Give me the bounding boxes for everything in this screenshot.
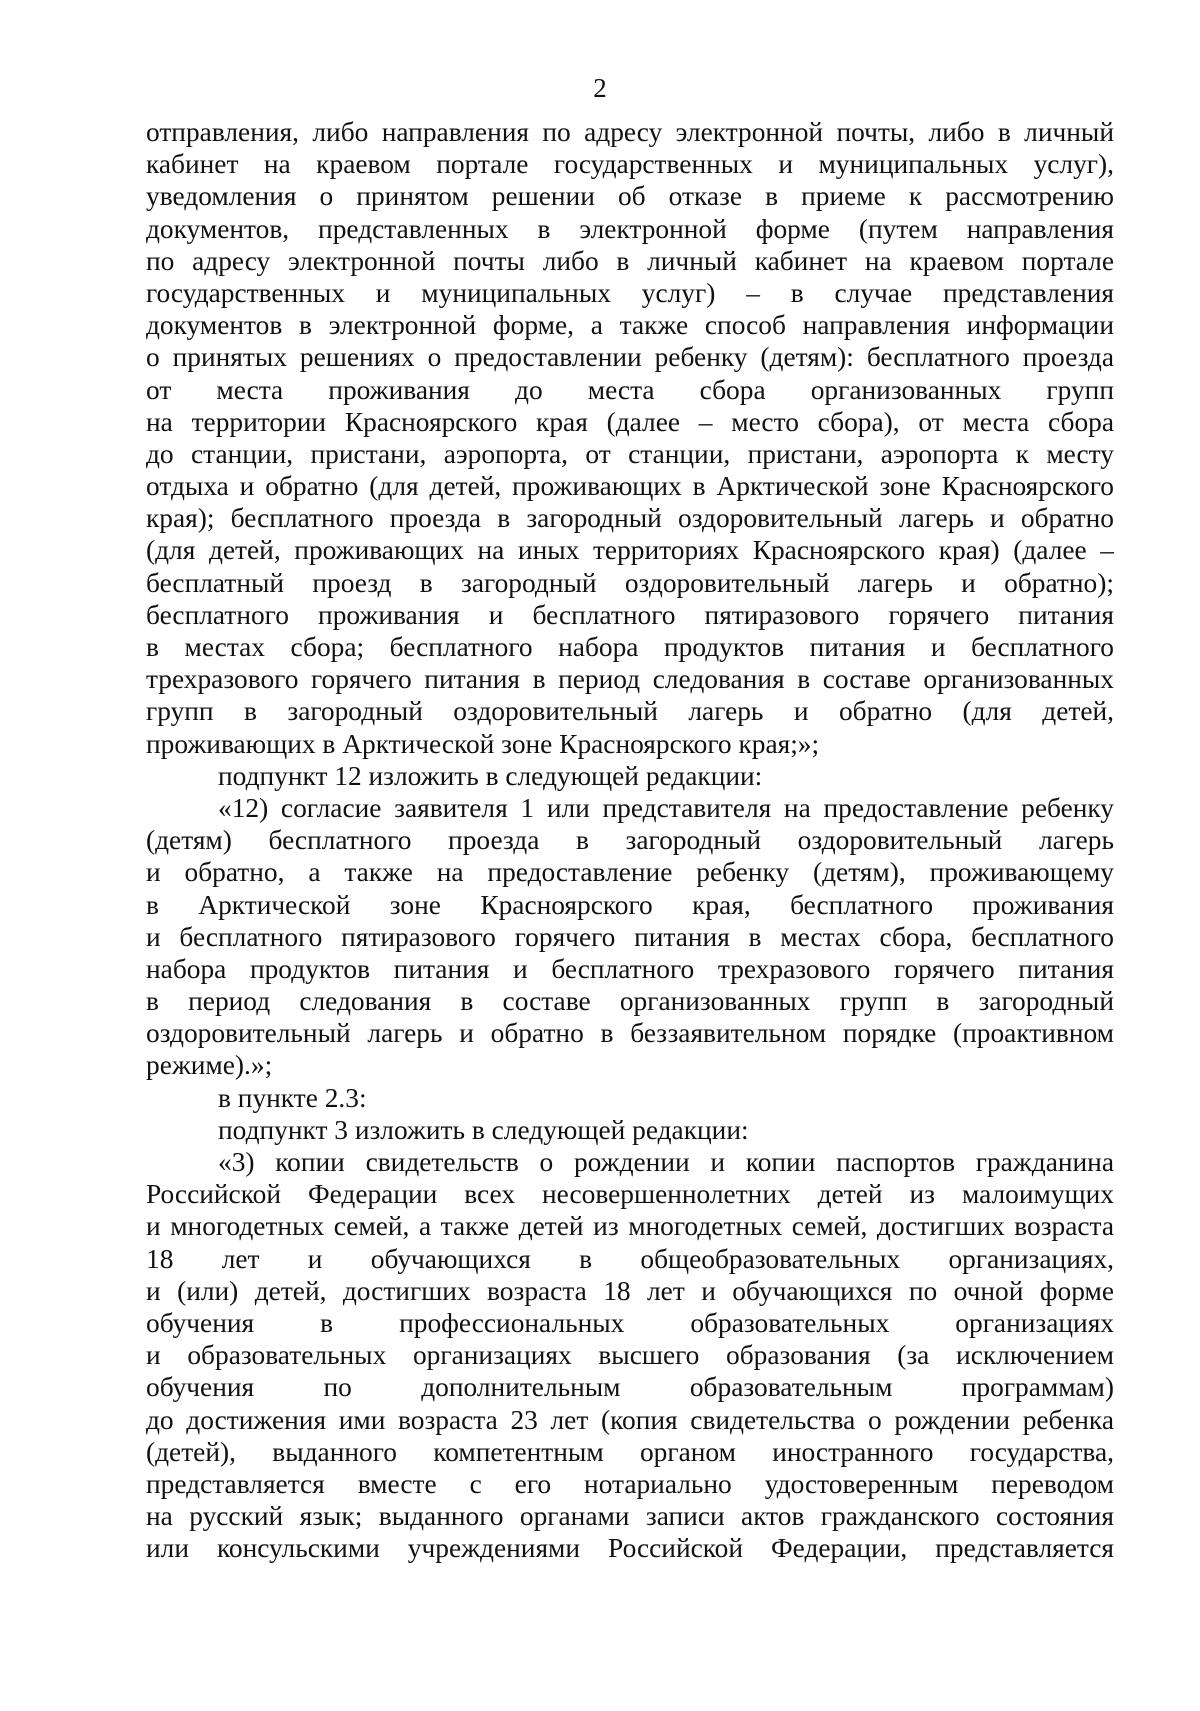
- text-line: (детей), выданного компетентным органом иностранного государства,: [146, 1436, 1114, 1467]
- text-line: и бесплатного пятиразового горячего питания в местах сбора, бесплатного: [146, 921, 1114, 952]
- text-line: на русский язык; выданного органами записи актов гражданского состояния: [146, 1501, 1114, 1532]
- text-line: уведомления о принятом решении об отказе в приеме к рассмотрению: [146, 181, 1114, 212]
- text-line: 18 лет и обучающихся в общеобразовательных организациях,: [146, 1243, 1114, 1274]
- text-line: Российской Федерации всех несовершеннолетних детей из малоимущих: [146, 1179, 1114, 1210]
- text-line: до станции, пристани, аэропорта, от станции, пристани, аэропорта к месту: [146, 438, 1114, 469]
- text-line: (для детей, проживающих на иных территориях Красноярского края) (далее –: [146, 535, 1114, 566]
- text-line: проживающих в Арктической зоне Красноярского края;»;: [146, 728, 820, 759]
- text-line: документов в электронной форме, а также способ направления информации: [146, 310, 1114, 341]
- text-line: бесплатного проживания и бесплатного пятиразового горячего питания: [146, 599, 1114, 630]
- text-line: «3) копии свидетельств о рождении и копии паспортов гражданина: [218, 1147, 1114, 1177]
- text-line: трехразового горячего питания в период следования в составе организованных: [146, 664, 1114, 695]
- text-line: оздоровительный лагерь и обратно в беззаявительном порядке (проактивном: [146, 1018, 1114, 1049]
- document-body: [146, 116, 1114, 1564]
- text-line: групп в загородный оздоровительный лагерь и обратно (для детей,: [146, 696, 1114, 727]
- text-line: отдыха и обратно (для детей, проживающих в Арктической зоне Красноярского: [146, 471, 1114, 502]
- text-line: бесплатный проезд в загородный оздоровительный лагерь и обратно);: [146, 567, 1114, 598]
- text-line: на территории Красноярского края (далее – место сбора), от места сбора: [146, 406, 1114, 437]
- page-number: 2: [593, 73, 607, 103]
- text-line: документов, представленных в электронной форме (путем направления: [146, 213, 1114, 244]
- text-line: подпункт 12 изложить в следующей редакции:: [218, 760, 763, 791]
- text-line: набора продуктов питания и бесплатного трехразового горячего питания: [146, 953, 1114, 984]
- text-line: и многодетных семей, а также детей из многодетных семей, достигших возраста: [146, 1211, 1114, 1242]
- text-line: и (или) детей, достигших возраста 18 лет и обучающихся по очной форме: [146, 1275, 1114, 1306]
- text-line: или консульскими учреждениями Российской Федерации, представляется: [146, 1533, 1114, 1564]
- text-line: обучения по дополнительным образовательным программам): [146, 1372, 1114, 1403]
- text-line: государственных и муниципальных услуг) – в случае представления: [146, 277, 1114, 308]
- text-line: подпункт 3 изложить в следующей редакции:: [218, 1114, 749, 1145]
- text-line: режиме).»;: [146, 1050, 273, 1081]
- text-line: края); бесплатного проезда в загородный оздоровительный лагерь и обратно: [146, 503, 1114, 534]
- text-line: кабинет на краевом портале государственных и муниципальных услуг),: [146, 149, 1114, 180]
- text-line: от места проживания до места сбора организованных групп: [146, 374, 1114, 405]
- text-line: (детям) бесплатного проезда в загородный оздоровительный лагерь: [146, 825, 1114, 856]
- text-line: в Арктической зоне Красноярского края, бесплатного проживания: [146, 889, 1114, 920]
- text-line: в местах сбора; бесплатного набора продуктов питания и бесплатного: [146, 632, 1114, 662]
- text-line: о принятых решениях о предоставлении ребенку (детям): бесплатного проезда: [146, 342, 1114, 373]
- text-line: обучения в профессиональных образовательных организациях: [146, 1307, 1114, 1338]
- text-line: отправления, либо направления по адресу электронной почты, либо в личный: [146, 117, 1114, 147]
- text-line: и обратно, а также на предоставление ребенку (детям), проживающему: [146, 857, 1114, 888]
- text-line: в пункте 2.3:: [218, 1082, 367, 1113]
- text-line: представляется вместе с его нотариально удостоверенным переводом: [146, 1468, 1114, 1499]
- text-line: в период следования в составе организованных групп в загородный: [146, 986, 1114, 1017]
- text-line: «12) согласие заявителя 1 или представителя на предоставление ребенку: [218, 792, 1114, 823]
- text-line: по адресу электронной почты либо в личный кабинет на краевом портале: [146, 245, 1114, 276]
- text-line: и образовательных организациях высшего образования (за исключением: [146, 1340, 1114, 1371]
- text-line: до достижения ими возраста 23 лет (копия свидетельства о рождении ребенка: [146, 1404, 1114, 1435]
